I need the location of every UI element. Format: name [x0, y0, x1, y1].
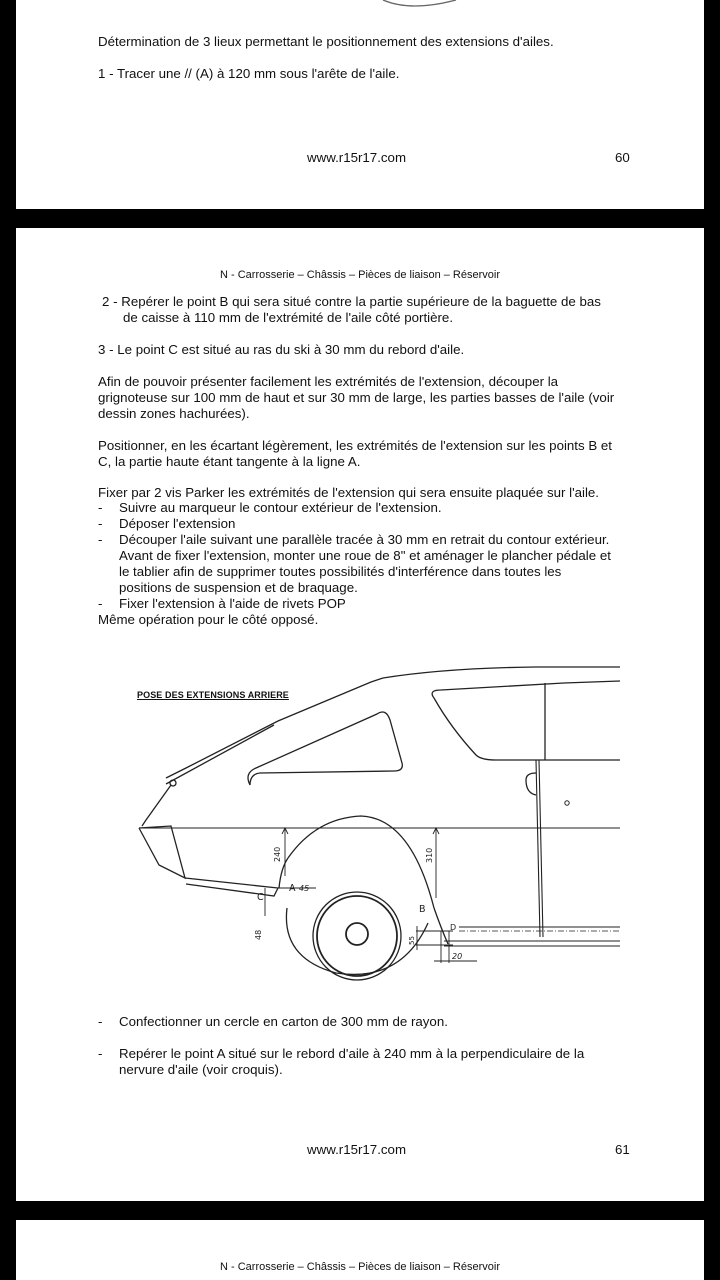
- page61-running-header: N - Carrosserie – Châssis – Pièces de liaison – Réservoir: [220, 269, 500, 281]
- list1-item-3-cont-3: positions de suspension et de braquage.: [119, 580, 358, 595]
- list2-item-2-cont: nervure d'aile (voir croquis).: [119, 1062, 283, 1077]
- bullet-dash: -: [98, 596, 103, 611]
- page60-page-number: 60: [615, 150, 630, 165]
- bullet-dash: -: [98, 532, 103, 547]
- bullet-dash: -: [98, 1014, 103, 1029]
- list1-item-3-cont-2: le tablier afin de supprimer toutes possibilités d'interférence dans toutes les: [119, 564, 562, 579]
- para2-line-1: Positionner, en les écartant légèrement, les extrémités de l'extension sur les points B et: [98, 438, 613, 453]
- point-a-label: A: [289, 883, 296, 894]
- list1-item-2: Déposer l'extension: [119, 516, 236, 531]
- dimension-48: 48: [254, 929, 263, 940]
- point-b-label: B: [419, 904, 426, 915]
- page61-page-number: 61: [615, 1142, 630, 1157]
- para1-line-3: dessin zones hachurées).: [98, 406, 250, 421]
- list1-item-4: Fixer l'extension à l'aide de rivets POP: [119, 596, 346, 611]
- list1-item-3: Découper l'aile suivant une parallèle tracée à 30 mm en retrait du contour extérieur.: [119, 532, 610, 547]
- diagram-title: POSE DES EXTENSIONS ARRIERE: [137, 690, 289, 700]
- page60-line-1: Détermination de 3 lieux permettant le positionnement des extensions d'ailes.: [98, 34, 554, 49]
- dimension-240: 240: [273, 846, 282, 862]
- page61-footer-url: www.r15r17.com: [307, 1142, 407, 1157]
- bullet-dash: -: [98, 1046, 103, 1061]
- para1-line-2: grignoteuse sur 100 mm de haut et sur 30 mm de large, les parties basses de l'aile (voir: [98, 390, 615, 405]
- para1-line-1: Afin de pouvoir présenter facilement les extrémités de l'extension, découper la: [98, 374, 559, 389]
- list1-item-1: Suivre au marqueur le contour extérieur de l'extension.: [119, 500, 442, 515]
- page62-running-header: N - Carrosserie – Châssis – Pièces de liaison – Réservoir: [220, 1261, 500, 1273]
- dimension-310: 310: [425, 847, 434, 863]
- step3: 3 - Le point C est situé au ras du ski à 30 mm du rebord d'aile.: [98, 342, 465, 357]
- document-page-61: [16, 228, 704, 1201]
- list2-item-1: Confectionner un cercle en carton de 300 mm de rayon.: [119, 1014, 448, 1029]
- closing-line: Même opération pour le côté opposé.: [98, 612, 319, 627]
- page60-line-2: 1 - Tracer une // (A) à 120 mm sous l'arête de l'aile.: [98, 66, 400, 81]
- dimension-20: 20: [452, 952, 463, 961]
- page60-footer-url: www.r15r17.com: [307, 150, 407, 165]
- previous-figure-fragment: [16, 0, 704, 30]
- point-c-label: C: [257, 892, 264, 903]
- bullet-dash: -: [98, 500, 103, 515]
- para3: Fixer par 2 vis Parker les extrémités de l'extension qui sera ensuite plaquée sur l'aile.: [98, 485, 599, 500]
- para2-line-2: C, la partie haute étant tangente à la ligne A.: [98, 454, 361, 469]
- list2-item-2: Repérer le point A situé sur le rebord d'aile à 240 mm à la perpendiculaire de la: [119, 1046, 585, 1061]
- dimension-55: 55: [408, 936, 416, 945]
- step2-line-2: de caisse à 110 mm de l'extrémité de l'aile côté portière.: [123, 310, 454, 325]
- point-d-label: D: [450, 923, 457, 932]
- document-page-60: [16, 0, 704, 209]
- list1-item-3-cont-1: Avant de fixer l'extension, monter une roue de 8" et aménager le plancher pédale et: [119, 548, 611, 563]
- step2-line-1: 2 - Repérer le point B qui sera situé contre la partie supérieure de la baguette de bas: [102, 294, 601, 309]
- document-page-62: [16, 1220, 704, 1280]
- dimension-45: 45: [299, 884, 310, 893]
- bullet-dash: -: [98, 516, 103, 531]
